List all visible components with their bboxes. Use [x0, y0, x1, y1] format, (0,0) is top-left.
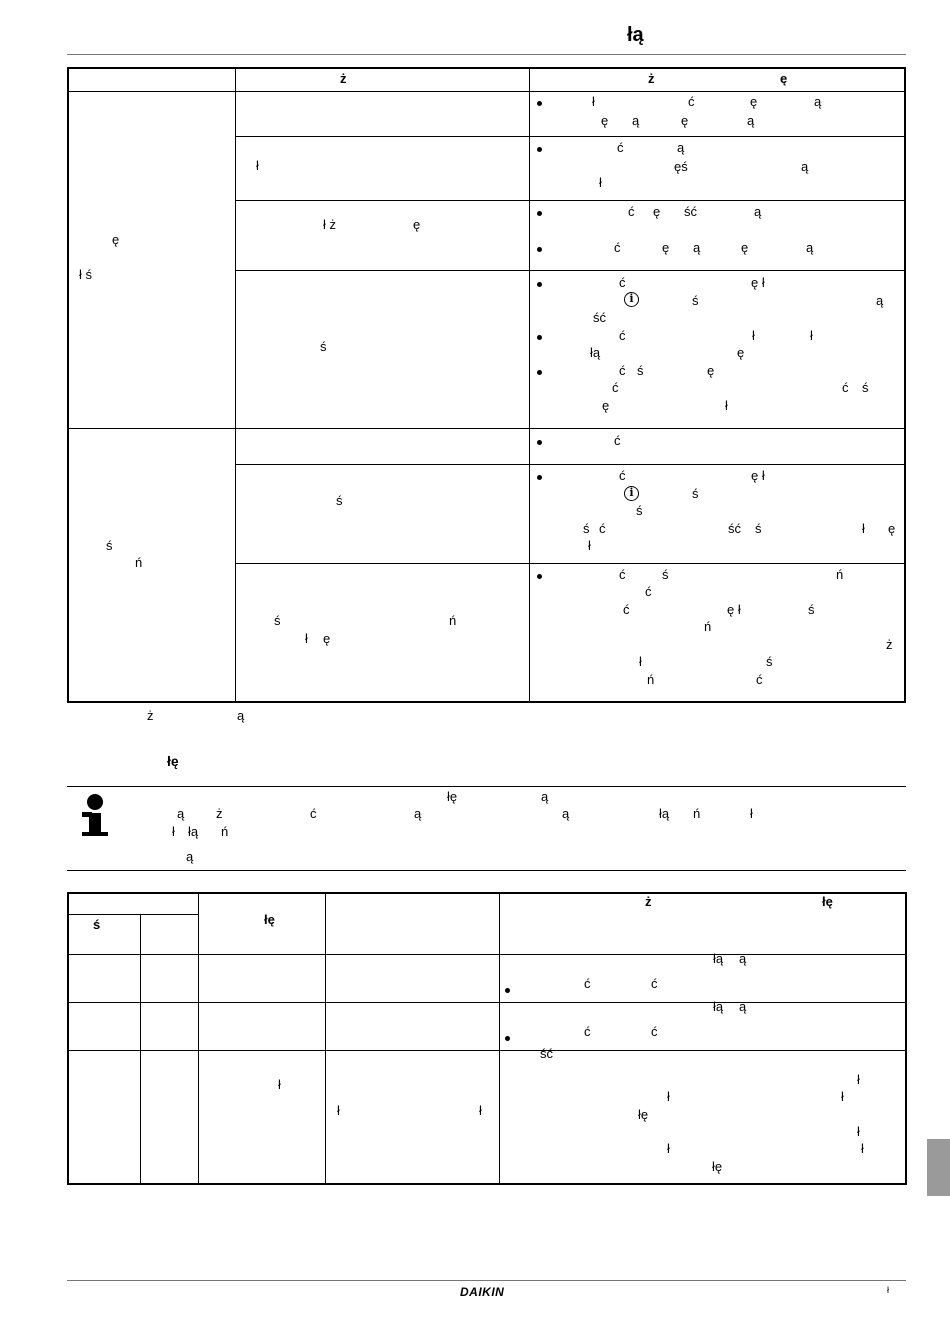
text-fragment: ł — [592, 94, 595, 109]
text-fragment: ę — [741, 240, 749, 255]
text-fragment: ę — [888, 521, 896, 536]
text-fragment: ć — [756, 672, 763, 687]
text-fragment: ł — [667, 1089, 670, 1104]
text-fragment: ą — [754, 204, 762, 219]
text-fragment: ę — [681, 113, 689, 128]
text-fragment: ęś — [674, 159, 688, 174]
text-fragment: ł ś — [79, 267, 92, 282]
text-fragment: ś — [583, 521, 590, 536]
table-header-row — [68, 893, 906, 914]
text-fragment: ć — [599, 521, 606, 536]
text-fragment: łą — [713, 999, 724, 1014]
text-fragment: ś — [662, 567, 669, 582]
table-row — [68, 1002, 906, 1050]
column-header: ż — [645, 894, 652, 909]
text-fragment: ść — [540, 1046, 553, 1061]
bullet-icon — [537, 147, 542, 152]
text-fragment: ść — [593, 310, 606, 325]
text-fragment: ś — [336, 493, 343, 508]
text-fragment: ś — [766, 654, 773, 669]
text-fragment: ń — [449, 613, 457, 628]
text-fragment: ą — [186, 849, 194, 864]
text-fragment: ć — [619, 275, 626, 290]
text-fragment: ł — [588, 538, 591, 553]
text-fragment: ł — [862, 521, 865, 536]
text-fragment: łą — [590, 345, 601, 360]
text-fragment: ć — [619, 363, 626, 378]
column-header: ż — [648, 71, 655, 86]
text-fragment: ż — [147, 708, 154, 723]
text-fragment: ć — [619, 468, 626, 483]
text-fragment: ą — [814, 94, 822, 109]
text-fragment: ść — [684, 204, 697, 219]
text-fragment: ć — [619, 567, 626, 582]
text-fragment: ę — [601, 113, 609, 128]
text-fragment: ą — [541, 789, 549, 804]
column-header: ż — [340, 71, 347, 86]
text-fragment: ć — [651, 1024, 658, 1039]
note-bottom-rule — [67, 870, 906, 871]
text-fragment: ą — [739, 951, 747, 966]
text-fragment: łą — [713, 951, 724, 966]
text-fragment: ł — [857, 1124, 860, 1139]
bullet-icon — [505, 988, 510, 993]
text-fragment: ę — [602, 398, 610, 413]
text-fragment: ś — [274, 613, 281, 628]
text-fragment: ś — [808, 602, 815, 617]
header-rule — [67, 54, 906, 55]
info-icon: i — [624, 486, 639, 501]
text-fragment: ę ł — [727, 602, 741, 617]
text-fragment: ć — [614, 433, 621, 448]
text-fragment: ą — [677, 140, 685, 155]
bullet-icon — [537, 475, 542, 480]
text-fragment: łą — [188, 824, 199, 839]
text-fragment: ż — [216, 806, 223, 821]
text-fragment: łę — [638, 1107, 649, 1122]
bullet-icon — [537, 247, 542, 252]
text-fragment: ń — [836, 567, 844, 582]
footer-rule — [67, 1280, 906, 1281]
bullet-icon — [537, 370, 542, 375]
text-fragment: ń — [221, 824, 229, 839]
page-title: łą — [627, 24, 644, 46]
text-fragment: ć — [645, 584, 652, 599]
text-fragment: ą — [693, 240, 701, 255]
text-fragment: ń — [135, 555, 143, 570]
column-header: łę — [822, 894, 833, 909]
text-fragment: ć — [614, 240, 621, 255]
text-fragment: ć — [842, 380, 849, 395]
text-fragment: ę — [323, 631, 331, 646]
text-fragment: ł — [639, 654, 642, 669]
bullet-icon — [505, 1036, 510, 1041]
section-heading: łę — [167, 753, 179, 769]
text-fragment: ł — [278, 1077, 281, 1092]
table-row — [68, 1050, 906, 1184]
text-fragment: ł — [337, 1103, 340, 1118]
text-fragment: ś — [862, 380, 869, 395]
text-fragment: ę — [707, 363, 715, 378]
text-fragment: ł — [305, 631, 308, 646]
table-row — [68, 428, 905, 464]
text-fragment: ą — [177, 806, 185, 821]
text-fragment: ś — [692, 293, 699, 308]
text-fragment: ę — [737, 345, 745, 360]
table-row — [68, 954, 906, 1002]
text-fragment: ę — [653, 204, 661, 219]
text-fragment: ć — [617, 140, 624, 155]
text-fragment: ł — [725, 398, 728, 413]
text-fragment: ć — [619, 328, 626, 343]
column-header: łę — [264, 912, 275, 927]
text-fragment: ł ż — [323, 217, 336, 232]
table-row — [68, 91, 905, 136]
text-fragment: ć — [584, 976, 591, 991]
text-fragment: ł — [861, 1141, 864, 1156]
bullet-icon — [537, 440, 542, 445]
info-large-icon — [82, 794, 110, 842]
text-fragment: ę — [662, 240, 670, 255]
text-fragment: ś — [320, 339, 327, 354]
column-header: ę — [780, 71, 788, 86]
text-fragment: ć — [612, 380, 619, 395]
column-header: ś — [93, 917, 101, 932]
page-number: ł — [887, 1285, 889, 1295]
text-fragment: ć — [584, 1024, 591, 1039]
text-fragment: ą — [414, 806, 422, 821]
text-fragment: ł — [750, 806, 753, 821]
text-fragment: ń — [693, 806, 701, 821]
text-fragment: ć — [623, 602, 630, 617]
text-fragment: ś — [106, 538, 113, 553]
text-fragment: ę ł — [751, 468, 765, 483]
bullet-icon — [537, 574, 542, 579]
text-fragment: ł — [479, 1103, 482, 1118]
bullet-icon — [537, 335, 542, 340]
text-fragment: ą — [747, 113, 755, 128]
note-top-rule — [67, 786, 906, 787]
text-fragment: ą — [806, 240, 814, 255]
troubleshooting-table — [67, 67, 906, 703]
bullet-icon — [537, 211, 542, 216]
info-icon: i — [624, 292, 639, 307]
bullet-icon — [537, 282, 542, 287]
text-fragment: ć — [651, 976, 658, 991]
text-fragment: ą — [632, 113, 640, 128]
side-tab — [927, 1139, 950, 1196]
text-fragment: ł — [857, 1072, 860, 1087]
text-fragment: ń — [704, 619, 712, 634]
bullet-icon — [537, 101, 542, 106]
text-fragment: ść — [728, 521, 741, 536]
text-fragment: ć — [310, 806, 317, 821]
text-fragment: ł — [256, 158, 259, 173]
text-fragment: ł — [810, 328, 813, 343]
text-fragment: ą — [739, 999, 747, 1014]
text-fragment: ń — [647, 672, 655, 687]
text-fragment: ł — [841, 1089, 844, 1104]
text-fragment: łę — [447, 789, 458, 804]
text-fragment: ą — [237, 708, 245, 723]
text-fragment: ą — [562, 806, 570, 821]
text-fragment: ą — [801, 159, 809, 174]
text-fragment: ś — [692, 486, 699, 501]
text-fragment: ę — [413, 217, 421, 232]
brand-logo: DAIKIN — [460, 1285, 505, 1299]
text-fragment: ł — [172, 824, 175, 839]
text-fragment: ę — [112, 232, 120, 247]
text-fragment: ą — [876, 293, 884, 308]
text-fragment: ę ł — [751, 275, 765, 290]
text-fragment: ż — [886, 637, 893, 652]
text-fragment: ę — [750, 94, 758, 109]
text-fragment: ł — [599, 175, 602, 190]
code-table — [67, 892, 907, 1185]
text-fragment: ć — [628, 204, 635, 219]
text-fragment: ś — [636, 503, 643, 518]
text-fragment: łą — [659, 806, 670, 821]
text-fragment: ć — [688, 94, 695, 109]
text-fragment: ł — [752, 328, 755, 343]
text-fragment: łę — [712, 1159, 723, 1174]
text-fragment: ł — [667, 1141, 670, 1156]
text-fragment: ś — [755, 521, 762, 536]
text-fragment: ś — [637, 363, 644, 378]
